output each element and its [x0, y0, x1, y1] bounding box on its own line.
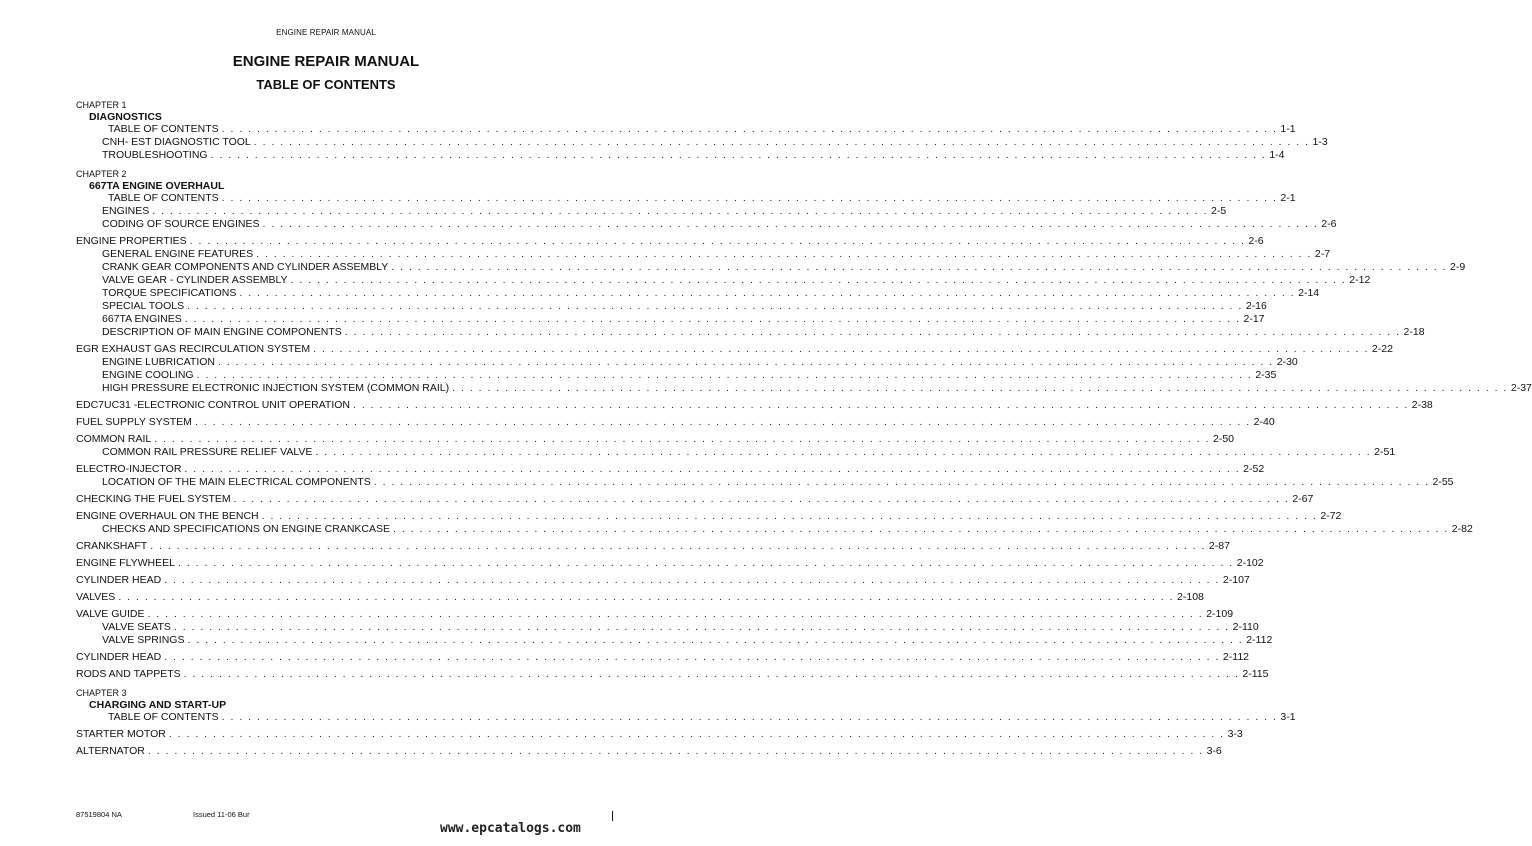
spacer [76, 681, 616, 685]
dot-leader: . . . . . . . . . . . . . . . . . . . . . . . . . . . . . . . . . . . . . . . . . . . . . . . . . . . . . . . . . . . . . . . . . . . . . . . . . . . . . . . . . . . . . . . . . . . . . . . . . . . . . . . . . . . . . . . . . . . . . . . . [391, 261, 1448, 273]
dot-leader: . . . . . . . . . . . . . . . . . . . . . . . . . . . . . . . . . . . . . . . . . . . . . . . . . . . . . . . . . . . . . . . . . . . . . . . . . . . . . . . . . . . . . . . . . . . . . . . . . . . . . . . . . . . . . . . . . . . . . . . . [147, 745, 1204, 757]
toc-entry-page: 2-9 [1450, 261, 1466, 273]
toc-entry-page: 2-17 [1243, 313, 1265, 325]
toc-entry-page: 2-112 [1246, 634, 1273, 646]
toc-entry-label: CODING OF SOURCE ENGINES [102, 218, 260, 230]
toc-entry-page: 2-16 [1245, 300, 1267, 312]
toc-entry-label: ENGINES [102, 205, 150, 217]
toc-entry-page: 2-6 [1321, 218, 1337, 230]
toc-entry[interactable] [76, 416, 1275, 429]
toc-entry-label: CYLINDER HEAD [76, 651, 162, 663]
chapter-title: DIAGNOSTICS [89, 111, 162, 123]
dot-leader: . . . . . . . . . . . . . . . . . . . . . . . . . . . . . . . . . . . . . . . . . . . . . . . . . . . . . . . . . . . . . . . . . . . . . . . . . . . . . . . . . . . . . . . . . . . . . . . . . . . . . . . . . . . . . . . . . . . . . . . . [373, 476, 1430, 488]
toc-entry[interactable] [76, 205, 1227, 218]
toc-entry-label: RODS AND TAPPETS [76, 668, 181, 680]
toc-entry-label: VALVE GEAR - CYLINDER ASSEMBLY [102, 274, 288, 286]
document-title: ENGINE REPAIR MANUAL [232, 53, 420, 70]
toc-entry[interactable] [76, 369, 1277, 382]
toc-entry[interactable] [76, 493, 1314, 506]
dot-leader: . . . . . . . . . . . . . . . . . . . . . . . . . . . . . . . . . . . . . . . . . . . . . . . . . . . . . . . . . . . . . . . . . . . . . . . . . . . . . . . . . . . . . . . . . . . . . . . . . . . . . . . . . . . . . . . . . . . . . . . . [196, 369, 1253, 381]
dot-leader: . . . . . . . . . . . . . . . . . . . . . . . . . . . . . . . . . . . . . . . . . . . . . . . . . . . . . . . . . . . . . . . . . . . . . . . . . . . . . . . . . . . . . . . . . . . . . . . . . . . . . . . . . . . . . . . . . . . . . . . . [261, 510, 1318, 522]
toc-entry[interactable] [76, 149, 1285, 162]
toc-heading: TABLE OF CONTENTS [256, 77, 396, 92]
dot-leader: . . . . . . . . . . . . . . . . . . . . . . . . . . . . . . . . . . . . . . . . . . . . . . . . . . . . . . . . . . . . . . . . . . . . . . . . . . . . . . . . . . . . . . . . . . . . . . . . . . . . . . . . . . . . . . . . . . . . . . . . [262, 218, 1319, 230]
toc-entry[interactable] [76, 235, 1264, 248]
dot-leader: . . . . . . . . . . . . . . . . . . . . . . . . . . . . . . . . . . . . . . . . . . . . . . . . . . . . . . . . . . . . . . . . . . . . . . . . . . . . . . . . . . . . . . . . . . . . . . . . . . . . . . . . . . . . . . . . . . . . . . . . [315, 446, 1372, 458]
toc-entry-page: 2-82 [1451, 523, 1473, 535]
toc-entry[interactable] [76, 523, 1473, 536]
dot-leader: . . . . . . . . . . . . . . . . . . . . . . . . . . . . . . . . . . . . . . . . . . . . . . . . . . . . . . . . . . . . . . . . . . . . . . . . . . . . . . . . . . . . . . . . . . . . . . . . . . . . . . . . . . . . . . . . . . . . . . . . [239, 287, 1296, 299]
toc-entry-page: 2-22 [1371, 343, 1393, 355]
toc-entry[interactable] [76, 728, 1243, 741]
toc-entry-label: COMMON RAIL PRESSURE RELIEF VALVE [102, 446, 313, 458]
toc-entry-label: ENGINE PROPERTIES [76, 235, 187, 247]
toc-entry[interactable] [76, 651, 1249, 664]
toc-entry-label: HIGH PRESSURE ELECTRONIC INJECTION SYSTEM (COMMON RAIL) [102, 382, 450, 394]
dot-leader: . . . . . . . . . . . . . . . . . . . . . . . . . . . . . . . . . . . . . . . . . . . . . . . . . . . . . . . . . . . . . . . . . . . . . . . . . . . . . . . . . . . . . . . . . . . . . . . . . . . . . . . . . . . . . . . . . . . . . . . . [183, 668, 1240, 680]
toc-entry-page: 3-1 [1280, 711, 1296, 723]
dot-leader: . . . . . . . . . . . . . . . . . . . . . . . . . . . . . . . . . . . . . . . . . . . . . . . . . . . . . . . . . . . . . . . . . . . . . . . . . . . . . . . . . . . . . . . . . . . . . . . . . . . . . . . . . . . . . . . . . . . . . . . . [221, 123, 1278, 135]
spacer [76, 162, 616, 166]
toc-entry-label: 667TA ENGINES [102, 313, 182, 325]
toc-entry-label: ELECTRO-INJECTOR [76, 463, 182, 475]
toc-entry-page: 2-40 [1253, 416, 1275, 428]
dot-leader: . . . . . . . . . . . . . . . . . . . . . . . . . . . . . . . . . . . . . . . . . . . . . . . . . . . . . . . . . . . . . . . . . . . . . . . . . . . . . . . . . . . . . . . . . . . . . . . . . . . . . . . . . . . . . . . . . . . . . . . . [150, 540, 1206, 552]
chapter-title: 667TA ENGINE OVERHAUL [89, 180, 225, 192]
toc-entry-label: CRANKSHAFT [76, 540, 148, 552]
toc-entry-page: 2-52 [1243, 463, 1265, 475]
toc-entry-label: ENGINE LUBRICATION [102, 356, 215, 368]
toc-entry[interactable] [76, 343, 1393, 356]
toc-entry[interactable] [76, 634, 1273, 647]
dot-leader: . . . . . . . . . . . . . . . . . . . . . . . . . . . . . . . . . . . . . . . . . . . . . . . . . . . . . . . . . . . . . . . . . . . . . . . . . . . . . . . . . . . . . . . . . . . . . . . . . . . . . . . . . . . . . . . . . . . . . . . . [313, 343, 1369, 355]
toc-entry[interactable] [76, 313, 1265, 326]
toc-entry-label: STARTER MOTOR [76, 728, 166, 740]
toc-entry-page: 2-72 [1320, 510, 1342, 522]
toc-entry-label: COMMON RAIL [76, 433, 152, 445]
toc-entry[interactable] [76, 574, 1250, 587]
toc-entry-page: 2-87 [1208, 540, 1230, 552]
dot-leader: . . . . . . . . . . . . . . . . . . . . . . . . . . . . . . . . . . . . . . . . . . . . . . . . . . . . . . . . . . . . . . . . . . . . . . . . . . . . . . . . . . . . . . . . . . . . . . . . . . . . . . . . . . . . . . . . . . . . . . . . [189, 235, 1246, 247]
toc-entry[interactable] [76, 136, 1328, 149]
toc-entry[interactable] [76, 621, 1259, 634]
toc-entry[interactable] [76, 192, 1296, 205]
toc-entry-page: 2-110 [1232, 621, 1259, 633]
toc-entry-page: 2-109 [1206, 608, 1234, 620]
toc-entry-label: TABLE OF CONTENTS [108, 192, 219, 204]
toc-entry-label: TORQUE SPECIFICATIONS [102, 287, 237, 299]
toc-entry[interactable] [76, 218, 1337, 231]
dot-leader: . . . . . . . . . . . . . . . . . . . . . . . . . . . . . . . . . . . . . . . . . . . . . . . . . . . . . . . . . . . . . . . . . . . . . . . . . . . . . . . . . . . . . . . . . . . . . . . . . . . . . . . . . . . . . . . . . . . . . . . . [353, 399, 1409, 411]
toc-entry-page: 2-12 [1349, 274, 1371, 286]
toc-entry-label: FUEL SUPPLY SYSTEM [76, 416, 192, 428]
toc-entry-label: EGR EXHAUST GAS RECIRCULATION SYSTEM [76, 343, 311, 355]
toc-entry-page: 3-6 [1206, 745, 1222, 757]
dot-leader: . . . . . . . . . . . . . . . . . . . . . . . . . . . . . . . . . . . . . . . . . . . . . . . . . . . . . . . . . . . . . . . . . . . . . . . . . . . . . . . . . . . . . . . . . . . . . . . . . . . . . . . . . . . . . . . . . . . . . . . . [187, 634, 1244, 646]
toc-entry-page: 2-38 [1411, 399, 1433, 411]
toc-entry-label: CHECKS AND SPECIFICATIONS ON ENGINE CRANKCASE [102, 523, 391, 535]
dot-leader: . . . . . . . . . . . . . . . . . . . . . . . . . . . . . . . . . . . . . . . . . . . . . . . . . . . . . . . . . . . . . . . . . . . . . . . . . . . . . . . . . . . . . . . . . . . . . . . . . . . . . . . . . . . . . . . . . . . . . . . . [168, 728, 1225, 740]
toc-entry-label: TABLE OF CONTENTS [108, 123, 219, 135]
dot-leader: . . . . . . . . . . . . . . . . . . . . . . . . . . . . . . . . . . . . . . . . . . . . . . . . . . . . . . . . . . . . . . . . . . . . . . . . . . . . . . . . . . . . . . . . . . . . . . . . . . . . . . . . . . . . . . . . . . . . . . . . [178, 557, 1234, 569]
toc-entry-page: 2-18 [1403, 326, 1425, 338]
dot-leader: . . . . . . . . . . . . . . . . . . . . . . . . . . . . . . . . . . . . . . . . . . . . . . . . . . . . . . . . . . . . . . . . . . . . . . . . . . . . . . . . . . . . . . . . . . . . . . . . . . . . . . . . . . . . . . . . . . . . . . . . [344, 326, 1401, 338]
toc-entry[interactable] [76, 591, 1204, 604]
toc-entry-label: CHECKING THE FUEL SYSTEM [76, 493, 231, 505]
toc-entry[interactable] [76, 261, 1466, 274]
dot-leader: . . . . . . . . . . . . . . . . . . . . . . . . . . . . . . . . . . . . . . . . . . . . . . . . . . . . . . . . . . . . . . . . . . . . . . . . . . . . . . . . . . . . . . . . . . . . . . . . . . . . . . . . . . . . . . . . . . . . . . . . [187, 300, 1243, 312]
toc-entry-page: 1-3 [1312, 136, 1328, 148]
toc-entry[interactable] [76, 668, 1269, 681]
dot-leader: . . . . . . . . . . . . . . . . . . . . . . . . . . . . . . . . . . . . . . . . . . . . . . . . . . . . . . . . . . . . . . . . . . . . . . . . . . . . . . . . . . . . . . . . . . . . . . . . . . . . . . . . . . . . . . . . . . . . . . . . [184, 463, 1241, 475]
dot-leader: . . . . . . . . . . . . . . . . . . . . . . . . . . . . . . . . . . . . . . . . . . . . . . . . . . . . . . . . . . . . . . . . . . . . . . . . . . . . . . . . . . . . . . . . . . . . . . . . . . . . . . . . . . . . . . . . . . . . . . . . [290, 274, 1347, 286]
toc-entry-page: 2-67 [1292, 493, 1314, 505]
toc-entry-label: ALTERNATOR [76, 745, 145, 757]
toc-entry-page: 1-4 [1269, 149, 1285, 161]
dot-leader: . . . . . . . . . . . . . . . . . . . . . . . . . . . . . . . . . . . . . . . . . . . . . . . . . . . . . . . . . . . . . . . . . . . . . . . . . . . . . . . . . . . . . . . . . . . . . . . . . . . . . . . . . . . . . . . . . . . . . . . . [164, 651, 1220, 663]
toc-entry-label: CRANK GEAR COMPONENTS AND CYLINDER ASSEMBLY [102, 261, 389, 273]
dot-leader: . . . . . . . . . . . . . . . . . . . . . . . . . . . . . . . . . . . . . . . . . . . . . . . . . . . . . . . . . . . . . . . . . . . . . . . . . . . . . . . . . . . . . . . . . . . . . . . . . . . . . . . . . . . . . . . . . . . . . . . . [221, 711, 1278, 723]
toc-entry[interactable] [76, 399, 1433, 412]
toc-entry-label: GENERAL ENGINE FEATURES [102, 248, 254, 260]
toc-entry-page: 2-102 [1236, 557, 1264, 569]
toc-entry-page: 2-7 [1314, 248, 1331, 260]
dot-leader: . . . . . . . . . . . . . . . . . . . . . . . . . . . . . . . . . . . . . . . . . . . . . . . . . . . . . . . . . . . . . . . . . . . . . . . . . . . . . . . . . . . . . . . . . . . . . . . . . . . . . . . . . . . . . . . . . . . . . . . . [256, 248, 1312, 260]
toc-entry-label: TABLE OF CONTENTS [108, 711, 219, 723]
toc-entry-page: 2-50 [1213, 433, 1235, 445]
dot-leader: . . . . . . . . . . . . . . . . . . . . . . . . . . . . . . . . . . . . . . . . . . . . . . . . . . . . . . . . . . . . . . . . . . . . . . . . . . . . . . . . . . . . . . . . . . . . . . . . . . . . . . . . . . . . . . . . . . . . . . . . [147, 608, 1204, 620]
dot-leader: . . . . . . . . . . . . . . . . . . . . . . . . . . . . . . . . . . . . . . . . . . . . . . . . . . . . . . . . . . . . . . . . . . . . . . . . . . . . . . . . . . . . . . . . . . . . . . . . . . . . . . . . . . . . . . . . . . . . . . . . [173, 621, 1230, 633]
toc-entry[interactable] [76, 356, 1298, 369]
toc-entry-label: ENGINE COOLING [102, 369, 194, 381]
toc-entry-page: 2-6 [1248, 235, 1264, 247]
dot-leader: . . . . . . . . . . . . . . . . . . . . . . . . . . . . . . . . . . . . . . . . . . . . . . . . . . . . . . . . . . . . . . . . . . . . . . . . . . . . . . . . . . . . . . . . . . . . . . . . . . . . . . . . . . . . . . . . . . . . . . . . [164, 574, 1220, 586]
toc-entry[interactable] [76, 274, 1371, 287]
dot-leader: . . . . . . . . . . . . . . . . . . . . . . . . . . . . . . . . . . . . . . . . . . . . . . . . . . . . . . . . . . . . . . . . . . . . . . . . . . . . . . . . . . . . . . . . . . . . . . . . . . . . . . . . . . . . . . . . . . . . . . . . [154, 433, 1210, 445]
toc-entry-label: LOCATION OF THE MAIN ELECTRICAL COMPONENTS [102, 476, 371, 488]
toc-entry[interactable] [76, 540, 1230, 553]
toc-entry-page: 2-112 [1222, 651, 1249, 663]
dot-leader: . . . . . . . . . . . . . . . . . . . . . . . . . . . . . . . . . . . . . . . . . . . . . . . . . . . . . . . . . . . . . . . . . . . . . . . . . . . . . . . . . . . . . . . . . . . . . . . . . . . . . . . . . . . . . . . . . . . . . . . . [152, 205, 1208, 217]
dot-leader: . . . . . . . . . . . . . . . . . . . . . . . . . . . . . . . . . . . . . . . . . . . . . . . . . . . . . . . . . . . . . . . . . . . . . . . . . . . . . . . . . . . . . . . . . . . . . . . . . . . . . . . . . . . . . . . . . . . . . . . . [233, 493, 1290, 505]
toc-entry-page: 2-1 [1280, 192, 1296, 204]
watermark: www.epcatalogs.com [440, 821, 581, 836]
toc-entry-page: 2-37 [1510, 382, 1532, 394]
toc-entry[interactable] [76, 463, 1265, 476]
toc-entry-label: VALVE SPRINGS [102, 634, 185, 646]
toc-entry[interactable] [76, 446, 1396, 459]
chapter-label: CHAPTER 2 [76, 169, 127, 179]
toc-entry-label: VALVE GUIDE [76, 608, 145, 620]
toc-entry-page: 1-1 [1280, 123, 1296, 135]
toc-entry-label: EDC7UC31 -ELECTRONIC CONTROL UNIT OPERATION [76, 399, 351, 411]
toc-entry[interactable] [76, 300, 1267, 313]
dot-leader: . . . . . . . . . . . . . . . . . . . . . . . . . . . . . . . . . . . . . . . . . . . . . . . . . . . . . . . . . . . . . . . . . . . . . . . . . . . . . . . . . . . . . . . . . . . . . . . . . . . . . . . . . . . . . . . . . . . . . . . . [452, 382, 1508, 394]
chapter-label: CHAPTER 3 [76, 688, 127, 698]
toc-entry-label: VALVE SEATS [102, 621, 171, 633]
page-marker [612, 811, 613, 821]
toc-entry-label: DESCRIPTION OF MAIN ENGINE COMPONENTS [102, 326, 342, 338]
dot-leader: . . . . . . . . . . . . . . . . . . . . . . . . . . . . . . . . . . . . . . . . . . . . . . . . . . . . . . . . . . . . . . . . . . . . . . . . . . . . . . . . . . . . . . . . . . . . . . . . . . . . . . . . . . . . . . . . . . . . . . . . [221, 192, 1278, 204]
running-header: ENGINE REPAIR MANUAL [276, 28, 376, 37]
toc-entry-label: CYLINDER HEAD [76, 574, 162, 586]
toc-entry[interactable] [76, 287, 1320, 300]
toc-entry[interactable] [76, 476, 1454, 489]
dot-leader: . . . . . . . . . . . . . . . . . . . . . . . . . . . . . . . . . . . . . . . . . . . . . . . . . . . . . . . . . . . . . . . . . . . . . . . . . . . . . . . . . . . . . . . . . . . . . . . . . . . . . . . . . . . . . . . . . . . . . . . . [210, 149, 1267, 161]
toc-entry-label: ENGINE OVERHAUL ON THE BENCH [76, 510, 259, 522]
toc-entry-page: 2-51 [1374, 446, 1396, 458]
toc-entry[interactable] [76, 510, 1342, 523]
toc-entry-page: 2-30 [1276, 356, 1298, 368]
chapter-label: CHAPTER 1 [76, 100, 127, 110]
toc-entry[interactable] [76, 123, 1296, 136]
toc-entry[interactable] [76, 608, 1234, 621]
dot-leader: . . . . . . . . . . . . . . . . . . . . . . . . . . . . . . . . . . . . . . . . . . . . . . . . . . . . . . . . . . . . . . . . . . . . . . . . . . . . . . . . . . . . . . . . . . . . . . . . . . . . . . . . . . . . . . . . . . . . . . . . [218, 356, 1274, 368]
toc-entry-label: CNH- EST DIAGNOSTIC TOOL [102, 136, 251, 148]
chapter-title: CHARGING AND START-UP [89, 699, 227, 711]
toc-entry-label: SPECIAL TOOLS [102, 300, 185, 312]
toc-entry-page: 2-107 [1222, 574, 1250, 586]
toc-entry[interactable] [76, 433, 1235, 446]
toc-entry-label: TROUBLESHOOTING [102, 149, 208, 161]
toc-entry-page: 2-115 [1242, 668, 1269, 680]
dot-leader: . . . . . . . . . . . . . . . . . . . . . . . . . . . . . . . . . . . . . . . . . . . . . . . . . . . . . . . . . . . . . . . . . . . . . . . . . . . . . . . . . . . . . . . . . . . . . . . . . . . . . . . . . . . . . . . . . . . . . . . . [253, 136, 1310, 148]
dot-leader: . . . . . . . . . . . . . . . . . . . . . . . . . . . . . . . . . . . . . . . . . . . . . . . . . . . . . . . . . . . . . . . . . . . . . . . . . . . . . . . . . . . . . . . . . . . . . . . . . . . . . . . . . . . . . . . . . . . . . . . . [194, 416, 1251, 428]
toc-entry-page: 2-108 [1177, 591, 1204, 603]
toc-entry[interactable] [76, 326, 1425, 339]
dot-leader: . . . . . . . . . . . . . . . . . . . . . . . . . . . . . . . . . . . . . . . . . . . . . . . . . . . . . . . . . . . . . . . . . . . . . . . . . . . . . . . . . . . . . . . . . . . . . . . . . . . . . . . . . . . . . . . . . . . . . . . . [393, 523, 1449, 535]
toc-entry[interactable] [76, 745, 1222, 758]
dot-leader: . . . . . . . . . . . . . . . . . . . . . . . . . . . . . . . . . . . . . . . . . . . . . . . . . . . . . . . . . . . . . . . . . . . . . . . . . . . . . . . . . . . . . . . . . . . . . . . . . . . . . . . . . . . . . . . . . . . . . . . . [184, 313, 1241, 325]
issue-info: Issued 11-06 Bur [193, 810, 250, 819]
toc-entry-page: 2-14 [1298, 287, 1320, 299]
toc-entry[interactable] [76, 557, 1264, 570]
toc-entry[interactable] [76, 382, 1532, 395]
toc-entry-label: VALVES [76, 591, 116, 603]
toc-entry-page: 2-35 [1255, 369, 1277, 381]
toc-entry[interactable] [76, 711, 1296, 724]
toc-entry[interactable] [76, 248, 1331, 261]
toc-entry-page: 2-55 [1432, 476, 1454, 488]
document-code: 87519804 NA [76, 810, 122, 819]
toc-entry-page: 2-5 [1211, 205, 1227, 217]
table-of-contents [76, 97, 1532, 758]
dot-leader: . . . . . . . . . . . . . . . . . . . . . . . . . . . . . . . . . . . . . . . . . . . . . . . . . . . . . . . . . . . . . . . . . . . . . . . . . . . . . . . . . . . . . . . . . . . . . . . . . . . . . . . . . . . . . . . . . . . . . . . . [118, 591, 1175, 603]
toc-entry-label: ENGINE FLYWHEEL [76, 557, 175, 569]
toc-entry-page: 3-3 [1227, 728, 1243, 740]
